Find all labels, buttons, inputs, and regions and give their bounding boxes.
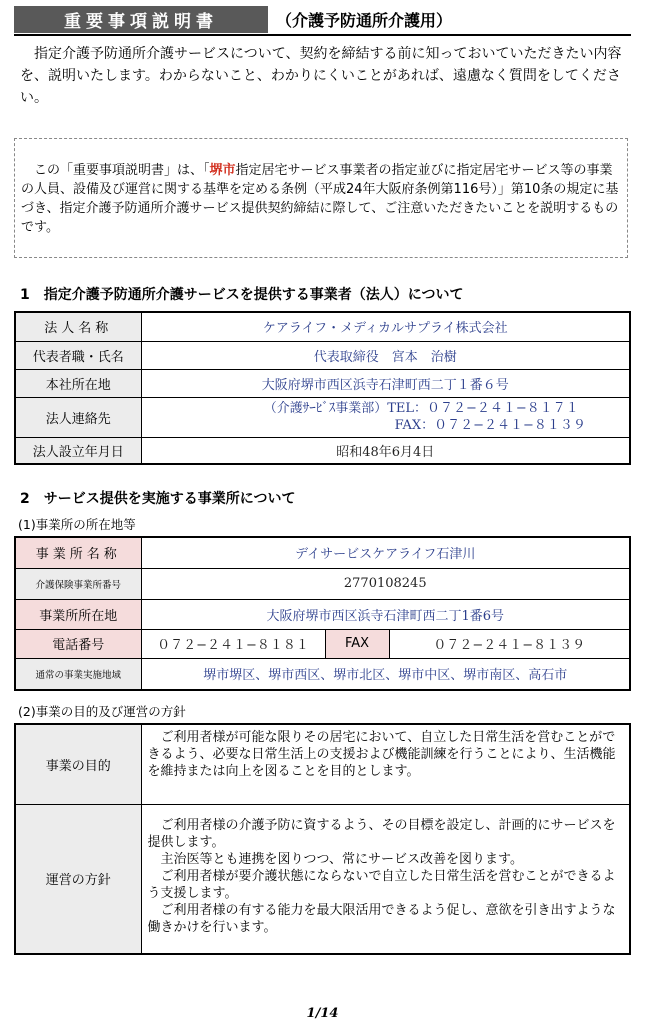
office-address-label: 事業所所在地 <box>15 599 141 629</box>
section2-heading: 2 サービス提供を実施する事業所について <box>20 491 296 507</box>
representative-label: 代表者職・氏名 <box>15 341 141 369</box>
table-row <box>15 599 630 629</box>
table-row <box>15 369 630 397</box>
service-area-label: 通常の事業実施地域 <box>15 658 141 690</box>
notice-text: この「重要事項説明書」は、「堺市指定居宅サービス事業者の指定並びに指定居宅サービス等の事業の人員、設備及び運営に関する基準を定める条例（平成24年大阪府条例第116号）」第10条の規定に基づき、指定介護予防通所介護サービス提供契約締結に際して、ご注意いただきたいことを説明するものです。 <box>21 163 619 235</box>
policy-label: 運営の方針 <box>15 804 141 954</box>
office-table <box>14 536 631 691</box>
service-area-value: 堺市堺区、堺市西区、堺市北区、堺市中区、堺市南区、高石市 <box>141 658 630 690</box>
table-row <box>15 312 630 341</box>
table-row <box>15 804 630 954</box>
policy-line: ご利用者様の有する能力を最大限活用できるよう促し、意欲を引き出すような働きかけを行います。 <box>147 902 616 935</box>
corporation-table <box>14 311 631 465</box>
hq-address-value: 大阪府堺市西区浜寺石津町西二丁１番６号 <box>141 369 630 397</box>
intro-paragraph: 指定介護予防通所介護サービスについて、契約を締結する前に知っておいていただきたい内容を、説明いたします。わからないこと、わかりにくいことがあれば、遠慮なく質問をしてください。 <box>20 46 622 106</box>
policy-line: ご利用者様の介護予防に資するよう、その目標を設定し、計画的にサービスを提供します。 <box>147 817 616 850</box>
corp-contact-label: 法人連絡先 <box>15 397 141 437</box>
table-row <box>15 397 630 437</box>
corp-name-value: ケアライフ・メディカルサプライ株式会社 <box>141 312 630 341</box>
page-number: 1/14 <box>306 1006 339 1021</box>
office-fax-value: ０７２−２４１−８１３９ <box>389 629 630 658</box>
purpose-label: 事業の目的 <box>15 724 141 804</box>
policy-text <box>141 804 630 954</box>
corp-fax: FAX：０７２−２４１−８１３９ <box>394 418 586 433</box>
purpose-text: ご利用者様が可能な限りその居宅において、自立した日常生活を営むことができるよう、必要な日常生活上の支援および機能訓練を行うことにより、生活機能を維持または向上を図ることを目的とします。 <box>141 724 630 804</box>
established-label: 法人設立年月日 <box>15 437 141 464</box>
policy-line: 主治医等とも連携を図りつつ、常にサービス改善を図ります。 <box>160 851 523 867</box>
office-phone-value: ０７２−２４１−８１８１ <box>141 629 325 658</box>
corp-contact-value <box>141 397 630 437</box>
corp-name-label: 法人名称 <box>15 312 141 341</box>
hq-address-label: 本社所在地 <box>15 369 141 397</box>
notice-box <box>14 138 628 258</box>
office-phone-label: 電話番号 <box>15 629 141 658</box>
notice-highlight: 堺市 <box>209 163 236 178</box>
table-row <box>15 629 630 658</box>
office-number-value: 2770108245 <box>141 568 630 599</box>
office-fax-label: FAX <box>325 629 389 658</box>
document-subtitle: （介護予防通所介護用） <box>276 11 453 30</box>
table-row <box>15 437 630 464</box>
representative-value: 代表取締役 宮本 治樹 <box>141 341 630 369</box>
table-row <box>15 537 630 568</box>
corp-tel: （介護ｻｰﾋﾞｽ事業部）TEL：０７２−２４１−８１７１ <box>263 401 579 416</box>
title-underline <box>14 34 631 36</box>
established-value: 昭和48年6月4日 <box>141 437 630 464</box>
office-name-label: 事業所名称 <box>15 537 141 568</box>
subsection-location-heading: (1)事業所の所在地等 <box>18 517 136 532</box>
document-title: 重要事項説明書 <box>14 6 268 33</box>
table-row <box>15 658 630 690</box>
purpose-policy-table <box>14 723 631 955</box>
section1-heading: 1 指定介護予防通所介護サービスを提供する事業者（法人）について <box>20 287 464 303</box>
office-number-label: 介護保険事業所番号 <box>15 568 141 599</box>
office-address-value: 大阪府堺市西区浜寺石津町西二丁1番6号 <box>141 599 630 629</box>
office-name-value: デイサービスケアライフ石津川 <box>141 537 630 568</box>
table-row <box>15 568 630 599</box>
policy-line: ご利用者様が要介護状態にならないで自立した日常生活を営むことができるよう支援します。 <box>147 868 616 901</box>
subsection-purpose-heading: (2)事業の目的及び運営の方針 <box>18 704 186 719</box>
table-row <box>15 724 630 804</box>
table-row <box>15 341 630 369</box>
